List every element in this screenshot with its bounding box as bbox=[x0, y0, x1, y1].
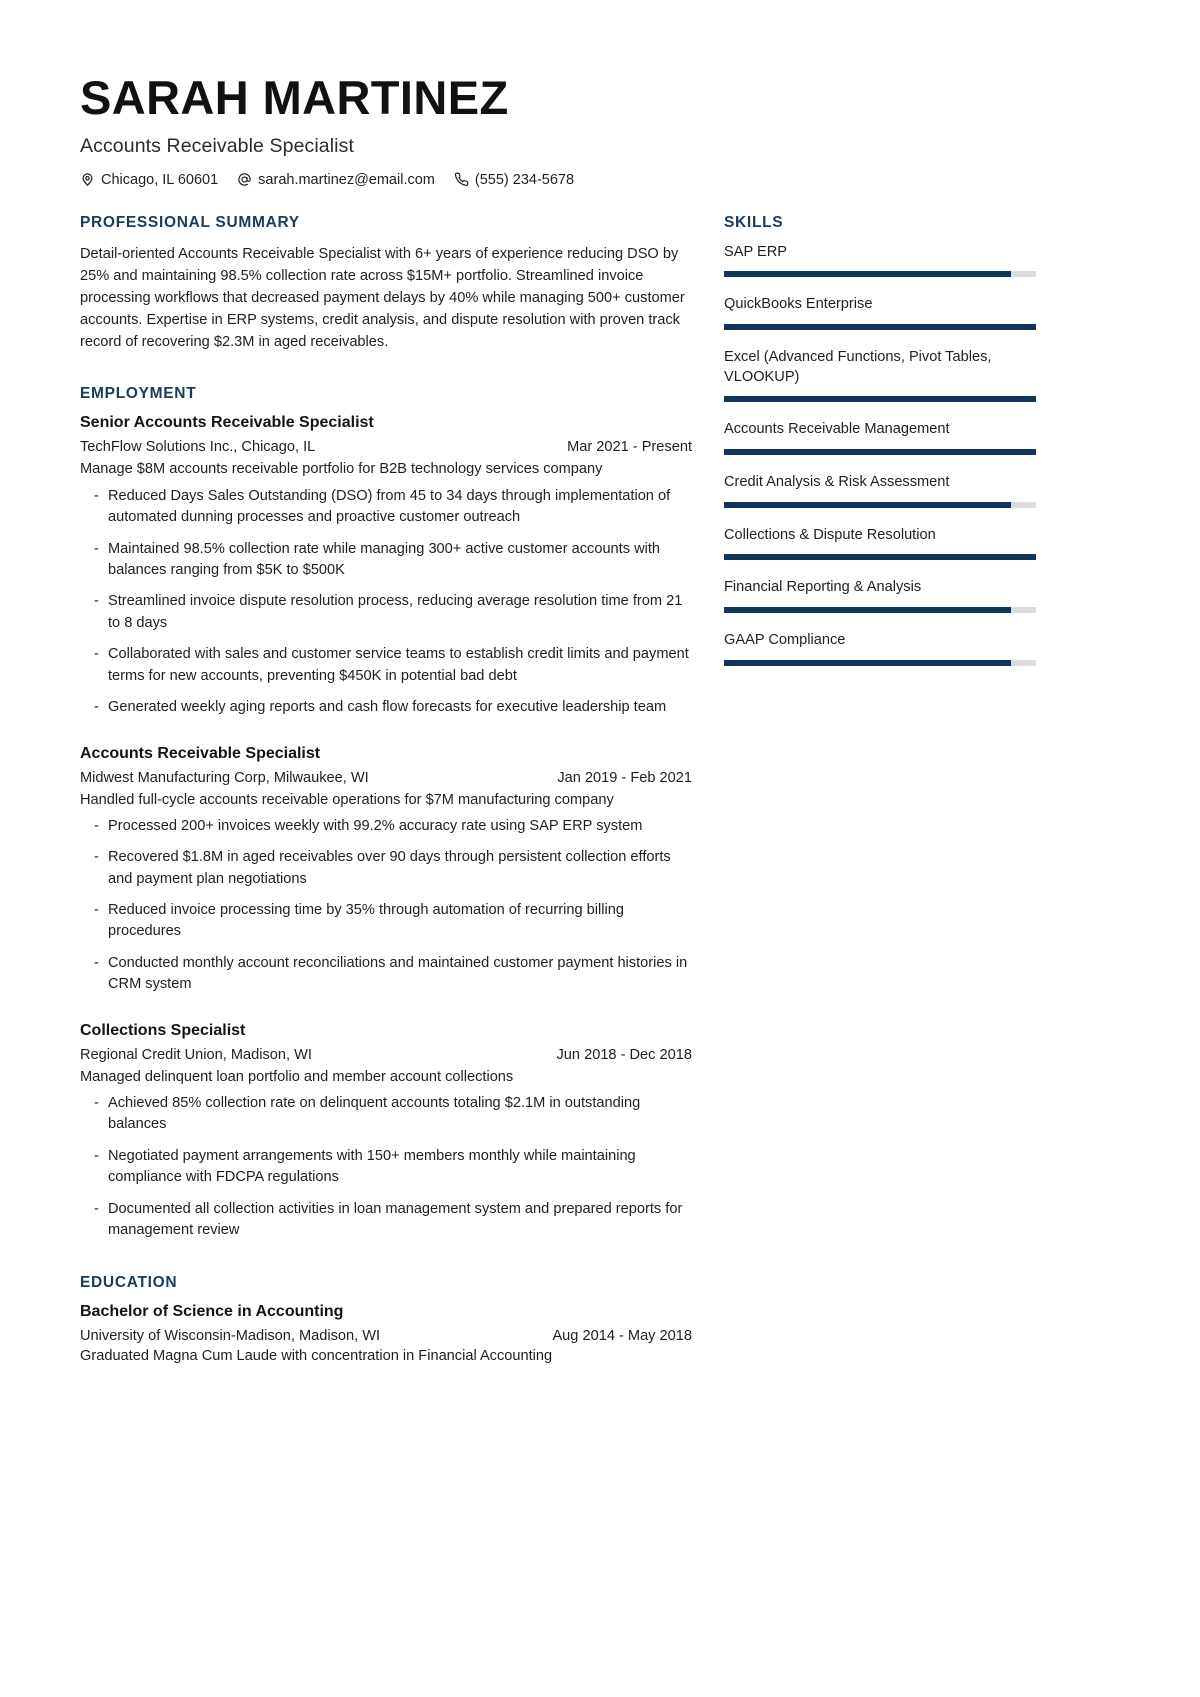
bullet-text: Achieved 85% collection rate on delinquent accounts totaling $2.1M in outstanding balances bbox=[108, 1094, 641, 1133]
job-company: Regional Credit Union, Madison, WI bbox=[80, 1046, 312, 1063]
email-text: sarah.martinez@email.com bbox=[258, 171, 435, 188]
skill-name: Excel (Advanced Functions, Pivot Tables, VLOOKUP) bbox=[724, 349, 992, 385]
skill-name: Financial Reporting & Analysis bbox=[724, 579, 922, 596]
bullet-text: Recovered $1.8M in aged receivables over 90 days through persistent collection efforts and payment plan negotiations bbox=[108, 849, 671, 887]
bullet-dash: - bbox=[94, 540, 99, 557]
job-bullet bbox=[80, 697, 692, 718]
section-heading-skills: SKILLS bbox=[724, 213, 784, 231]
job-company: TechFlow Solutions Inc., Chicago, IL bbox=[80, 439, 316, 456]
section-education bbox=[80, 1274, 692, 1364]
candidate-job-title: Accounts Receivable Specialist bbox=[80, 134, 354, 157]
job-bullet bbox=[80, 1199, 692, 1242]
contact-row bbox=[80, 172, 1120, 188]
skill-bar-fill bbox=[724, 607, 1011, 613]
job-bullet-list bbox=[80, 486, 692, 719]
section-heading-summary: PROFESSIONAL SUMMARY bbox=[80, 213, 300, 231]
bullet-text: Conducted monthly account reconciliations and maintained customer payment histories in CRM system bbox=[108, 954, 688, 993]
skill-bar-fill bbox=[724, 449, 1036, 455]
education-school: University of Wisconsin-Madison, Madison, WI bbox=[80, 1327, 381, 1344]
bullet-dash: - bbox=[94, 817, 99, 834]
job-meta bbox=[80, 770, 692, 786]
skill-item bbox=[724, 348, 1036, 402]
skill-bar-fill bbox=[724, 271, 1011, 277]
skill-bar-track bbox=[724, 554, 1036, 560]
skill-item bbox=[724, 631, 1036, 666]
phone-text: (555) 234-5678 bbox=[474, 171, 575, 188]
education-meta bbox=[80, 1328, 692, 1344]
skill-name: GAAP Compliance bbox=[724, 632, 846, 649]
skill-item bbox=[724, 243, 1036, 278]
skill-bar-track bbox=[724, 502, 1036, 508]
skill-bar-fill bbox=[724, 502, 1011, 508]
job-meta bbox=[80, 439, 692, 455]
job-description: Manage $8M accounts receivable portfolio for B2B technology services company bbox=[80, 461, 603, 478]
skill-bar-track bbox=[724, 607, 1036, 613]
bullet-text: Documented all collection activities in loan management system and prepared reports for management review bbox=[108, 1200, 683, 1239]
education-entry bbox=[80, 1303, 692, 1364]
employment-entry bbox=[80, 1022, 692, 1242]
bullet-dash: - bbox=[94, 1200, 99, 1217]
contact-phone[interactable] bbox=[454, 172, 574, 188]
job-company: Midwest Manufacturing Corp, Milwaukee, WI bbox=[80, 769, 369, 786]
bullet-text: Generated weekly aging reports and cash flow forecasts for executive leadership team bbox=[108, 699, 667, 716]
summary-text: Detail-oriented Accounts Receivable Specialist with 6+ years of experience reducing DSO by 25% and maintaining 98.5% collection rate across $15M+ portfolio. Streamlined invoice processing workflows that decreased payment delays by 40% while managing 500+ customer accounts. Expertise in ERP systems, credit analysis, and dispute resolution with proven track record of recovering $2.3M in aged receivables. bbox=[80, 245, 685, 351]
skill-bar-fill bbox=[724, 324, 1036, 330]
map-pin-icon bbox=[80, 172, 95, 187]
skill-item bbox=[724, 473, 1036, 508]
resume-header bbox=[80, 72, 1120, 188]
skill-bar-fill bbox=[724, 396, 1036, 402]
bullet-dash: - bbox=[94, 593, 99, 610]
bullet-dash: - bbox=[94, 1147, 99, 1164]
bullet-text: Reduced invoice processing time by 35% through automation of recurring billing procedures bbox=[108, 902, 624, 940]
bullet-text: Negotiated payment arrangements with 150+ members monthly while maintaining compliance with FDCPA regulations bbox=[108, 1147, 636, 1186]
education-note: Graduated Magna Cum Laude with concentration in Financial Accounting bbox=[80, 1347, 553, 1364]
bullet-dash: - bbox=[94, 902, 99, 919]
skill-name: SAP ERP bbox=[724, 243, 787, 260]
job-bullet bbox=[80, 816, 692, 837]
employment-entry bbox=[80, 414, 692, 718]
skill-bar-track bbox=[724, 271, 1036, 277]
education-dates: Aug 2014 - May 2018 bbox=[552, 1327, 692, 1344]
section-heading-education: EDUCATION bbox=[80, 1273, 178, 1291]
skill-name: Credit Analysis & Risk Assessment bbox=[724, 474, 950, 491]
skill-bar-track bbox=[724, 449, 1036, 455]
bullet-dash: - bbox=[94, 1094, 99, 1111]
bullet-dash: - bbox=[94, 699, 99, 716]
location-text: Chicago, IL 60601 bbox=[101, 171, 219, 188]
main-column bbox=[80, 214, 692, 1364]
contact-email[interactable] bbox=[237, 172, 435, 188]
skill-item bbox=[724, 420, 1036, 455]
job-dates: Jun 2018 - Dec 2018 bbox=[556, 1046, 692, 1063]
skills-column bbox=[724, 214, 1036, 684]
job-bullet-list bbox=[80, 816, 692, 996]
section-heading-employment: EMPLOYMENT bbox=[80, 385, 197, 403]
skill-bar-track bbox=[724, 396, 1036, 402]
skill-bar-fill bbox=[724, 554, 1036, 560]
job-meta bbox=[80, 1047, 692, 1063]
skill-name: Collections & Dispute Resolution bbox=[724, 526, 936, 543]
skill-bar-track bbox=[724, 324, 1036, 330]
job-bullet bbox=[80, 900, 692, 943]
job-description: Managed delinquent loan portfolio and member account collections bbox=[80, 1068, 514, 1085]
spacer bbox=[80, 1242, 692, 1274]
job-bullet bbox=[80, 1146, 692, 1189]
resume-body bbox=[80, 214, 1120, 1364]
bullet-text: Streamlined invoice dispute resolution process, reducing average resolution time from 21 to 8 days bbox=[108, 593, 683, 631]
at-sign-icon bbox=[237, 172, 252, 187]
job-role: Senior Accounts Receivable Specialist bbox=[80, 414, 374, 432]
job-dates: Mar 2021 - Present bbox=[567, 439, 692, 456]
skill-bar-fill bbox=[724, 660, 1011, 666]
bullet-dash: - bbox=[94, 646, 99, 663]
job-dates: Jan 2019 - Feb 2021 bbox=[557, 769, 692, 786]
bullet-dash: - bbox=[94, 849, 99, 866]
education-degree: Bachelor of Science in Accounting bbox=[80, 1302, 344, 1320]
employment-list bbox=[80, 414, 692, 1241]
candidate-name: SARAH MARTINEZ bbox=[80, 71, 509, 124]
job-bullet bbox=[80, 953, 692, 996]
job-bullet bbox=[80, 1093, 692, 1136]
bullet-text: Collaborated with sales and customer service teams to establish credit limits and payment terms for new accounts, preventing $450K in potential bad debt bbox=[108, 646, 689, 684]
bullet-text: Processed 200+ invoices weekly with 99.2% accuracy rate using SAP ERP system bbox=[108, 817, 643, 834]
job-bullet-list bbox=[80, 1093, 692, 1242]
job-bullet bbox=[80, 539, 692, 582]
section-employment bbox=[80, 385, 692, 1241]
employment-entry bbox=[80, 745, 692, 996]
bullet-dash: - bbox=[94, 487, 99, 504]
section-skills bbox=[724, 214, 1036, 666]
bullet-dash: - bbox=[94, 954, 99, 971]
job-bullet bbox=[80, 644, 692, 687]
bullet-text: Reduced Days Sales Outstanding (DSO) from 45 to 34 days through implementation of automated dunning processes and proactive customer outreach bbox=[108, 487, 671, 526]
skill-bar-track bbox=[724, 660, 1036, 666]
skill-item bbox=[724, 526, 1036, 561]
job-bullet bbox=[80, 591, 692, 634]
job-role: Accounts Receivable Specialist bbox=[80, 744, 321, 762]
skill-item bbox=[724, 295, 1036, 330]
job-role: Collections Specialist bbox=[80, 1021, 246, 1039]
skill-item bbox=[724, 578, 1036, 613]
section-professional-summary bbox=[80, 214, 692, 354]
bullet-text: Maintained 98.5% collection rate while managing 300+ active customer accounts with balances ranging from $5K to $500K bbox=[108, 540, 661, 578]
skills-list bbox=[724, 243, 1036, 666]
job-bullet bbox=[80, 847, 692, 890]
skill-name: QuickBooks Enterprise bbox=[724, 296, 873, 313]
job-bullet bbox=[80, 486, 692, 529]
phone-icon bbox=[454, 172, 469, 187]
spacer bbox=[80, 353, 692, 385]
job-description: Handled full-cycle accounts receivable operations for $7M manufacturing company bbox=[80, 791, 614, 808]
contact-location bbox=[80, 172, 218, 188]
skill-name: Accounts Receivable Management bbox=[724, 421, 950, 438]
